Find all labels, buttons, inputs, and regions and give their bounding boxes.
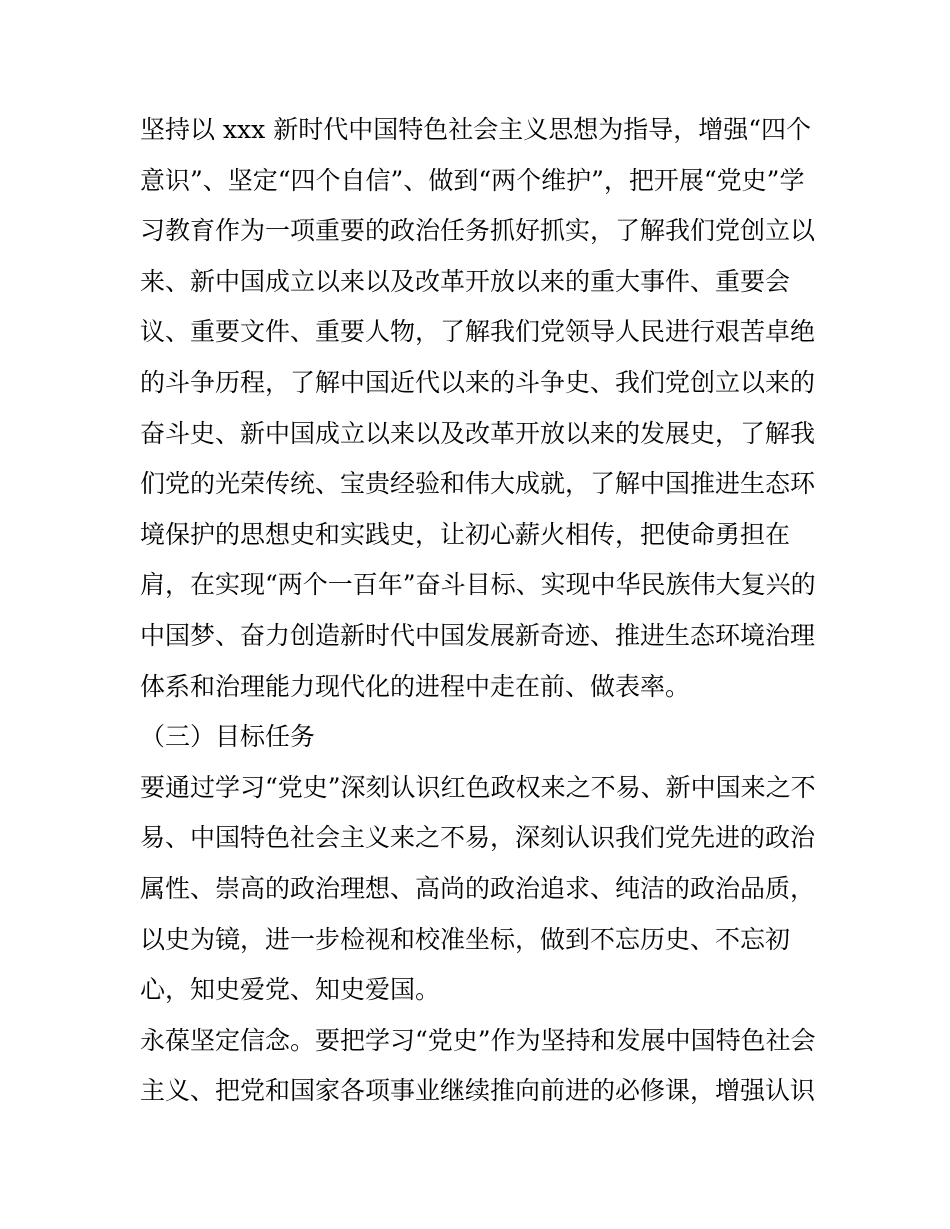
text-line: 们党的光荣传统、宝贵经验和伟大成就，了解中国推进生态环 <box>140 469 816 499</box>
text-line: 属性、崇高的政治理想、高尚的政治追求、纯洁的政治品质， <box>140 873 816 903</box>
text-line: 中国梦、奋力创造新时代中国发展新奇迹、推进生态环境治理 <box>140 620 816 650</box>
text-line: 永葆坚定信念。要把学习“党史”作为坚持和发展中国特色社会 <box>140 1025 816 1055</box>
text-line: 意识”、坚定“四个自信”、做到“两个维护”，把开展“党史”学 <box>140 165 805 195</box>
text-line: 来、新中国成立以来以及改革开放以来的重大事件、重要会 <box>140 266 791 296</box>
text-line: 心，知史爱党、知史爱国。 <box>140 975 441 1005</box>
text-line: 习教育作为一项重要的政治任务抓好抓实，了解我们党创立以 <box>140 216 816 246</box>
text-line: 坚持以 xxx 新时代中国特色社会主义思想为指导，增强“四个 <box>140 115 811 144</box>
section-heading: （三）目标任务 <box>140 722 316 752</box>
document-body <box>140 105 820 1117</box>
text-line: 要通过学习“党史”深刻认识红色政权来之不易、新中国来之不 <box>140 772 816 802</box>
text-line: 奋斗史、新中国成立以来以及改革开放以来的发展史，了解我 <box>140 418 816 448</box>
text-line: 肩，在实现“两个一百年”奋斗目标、实现中华民族伟大复兴的 <box>140 570 816 600</box>
text-line: 易、中国特色社会主义来之不易，深刻认识我们党先进的政治 <box>140 823 816 853</box>
text-line: 的斗争历程，了解中国近代以来的斗争史、我们党创立以来的 <box>140 367 816 397</box>
text-line: 议、重要文件、重要人物，了解我们党领导人民进行艰苦卓绝 <box>140 317 816 347</box>
text-line: 以史为镜，进一步检视和校准坐标，做到不忘历史、不忘初 <box>140 924 791 954</box>
text-line: 体系和治理能力现代化的进程中走在前、做表率。 <box>140 671 691 701</box>
text-line: 境保护的思想史和实践史，让初心薪火相传，把使命勇担在 <box>140 519 791 549</box>
text-line: 主义、把党和国家各项事业继续推向前进的必修课，增强认识 <box>140 1076 816 1106</box>
